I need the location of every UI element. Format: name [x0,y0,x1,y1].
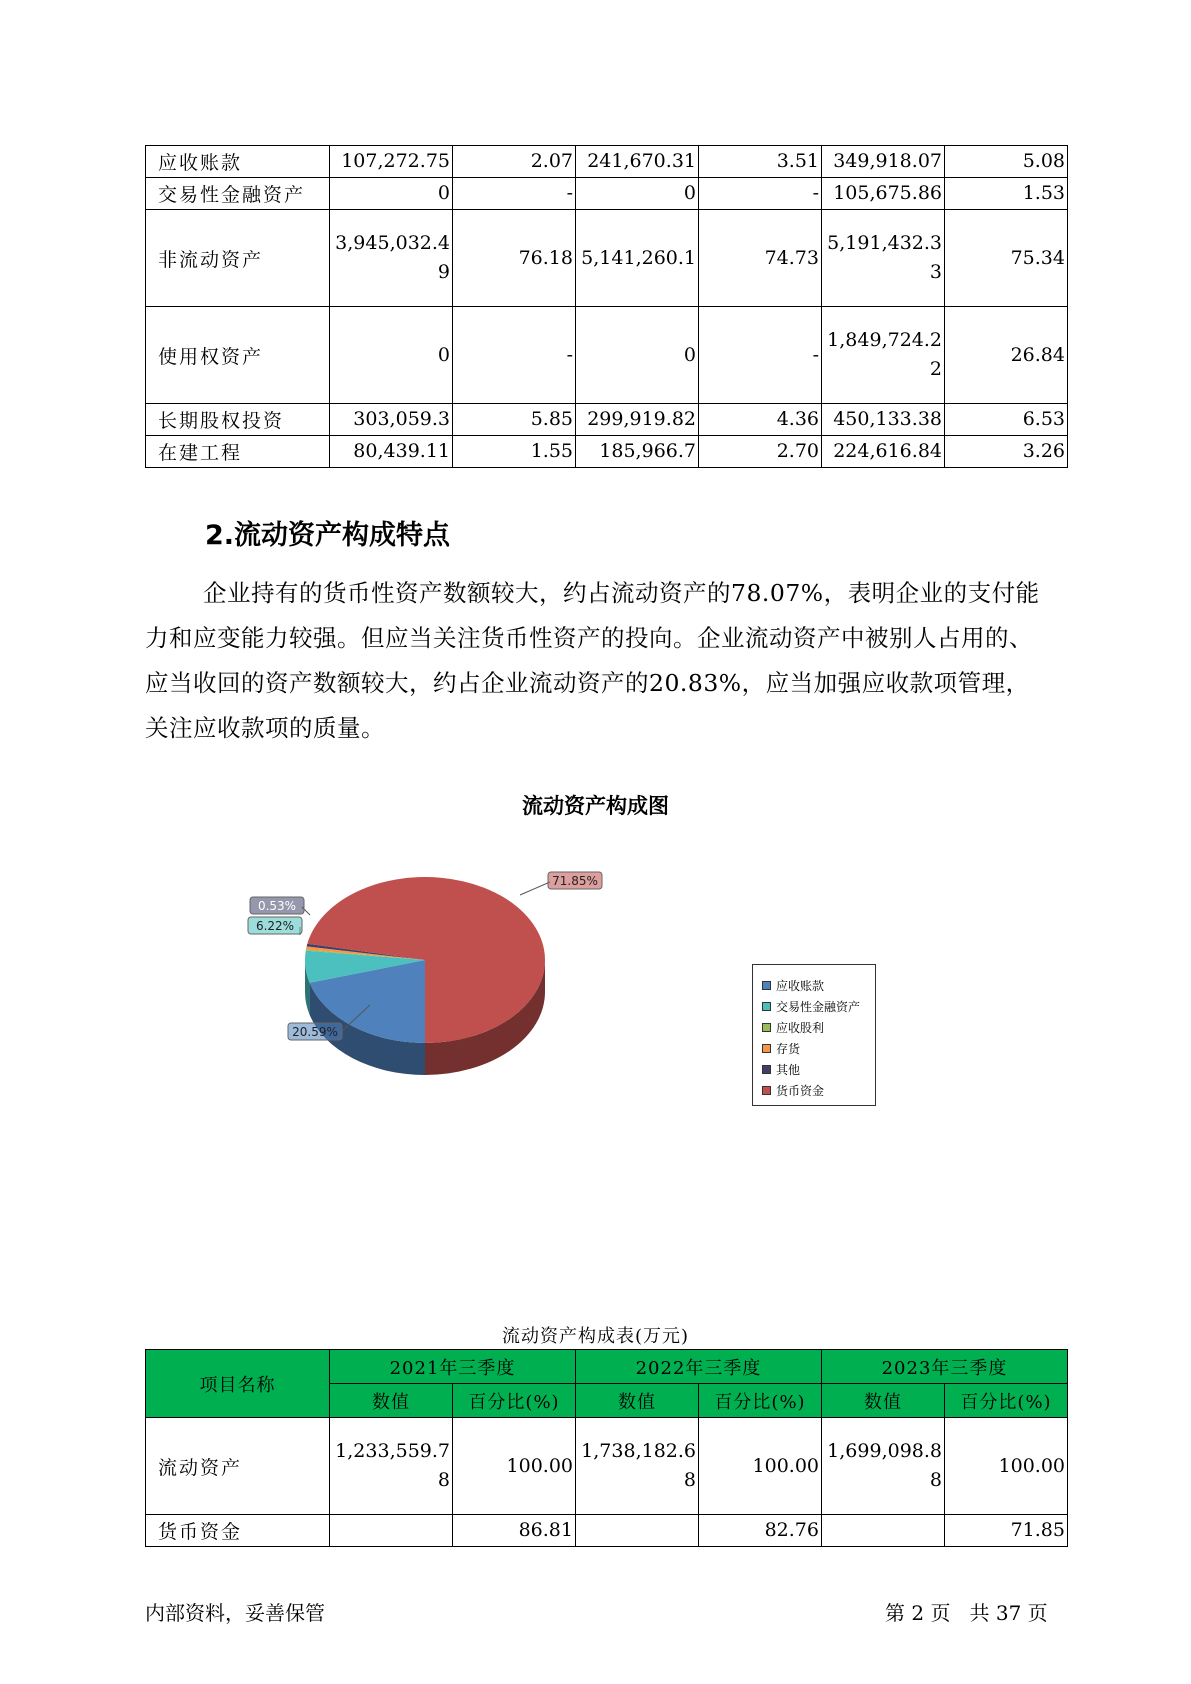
legend-label: 应收账款 [776,979,825,993]
table-cell: 5.08 [945,146,1068,178]
section-paragraph: 企业持有的货币性资产数额较大，约占流动资产的78.07%，表明企业的支付能力和应变能力较强。但应当关注货币性资产的投向。企业流动资产中被别人占用的、应当收回的资产数额较大，约占企业流动资产的20.83%，应当加强应收款项管理，关注应收款项的质量。 [145,579,1040,742]
table-cell: 0 [330,178,453,210]
table-cell: 5.85 [453,404,576,436]
table-cell: 100.00 [699,1418,822,1515]
table-cell: 2.70 [699,436,822,468]
legend-swatch [762,1044,771,1053]
header-value: 数值 [822,1384,945,1418]
data-label: 6.22% [255,919,295,933]
table-cell: - [699,307,822,404]
table-cell: 303,059.3 [330,404,453,436]
table-cell: 100.00 [453,1418,576,1515]
table-cell: - [453,307,576,404]
header-value: 数值 [576,1384,699,1418]
table-row [146,210,1068,307]
table-row [146,146,1068,178]
data-label: 0.53% [257,899,297,913]
legend-label: 货币资金 [776,1084,825,1098]
header-item-name: 项目名称 [146,1350,330,1418]
header-pct: 百分比(%) [945,1384,1068,1418]
table-cell [822,1515,945,1547]
legend-swatch [762,1023,771,1032]
chart-title: 流动资产构成图 [522,794,669,818]
table-cell: - [699,178,822,210]
table-cell: 241,670.31 [576,146,699,178]
row-label: 在建工程 [146,436,330,468]
header-value: 数值 [330,1384,453,1418]
row-label: 货币资金 [146,1515,330,1547]
legend-item [753,1017,875,1038]
table-cell: 4.36 [699,404,822,436]
header-year-2021: 2021年三季度 [330,1350,576,1384]
row-label: 长期股权投资 [146,404,330,436]
table-cell: 2.07 [453,146,576,178]
table-cell: 5,141,260.1 [576,210,699,307]
table-cell: 5,191,432.33 [822,210,945,307]
row-label: 应收账款 [146,146,330,178]
table-cell: 74.73 [699,210,822,307]
legend-label: 其他 [776,1063,801,1077]
table-cell: 299,919.82 [576,404,699,436]
legend-swatch [762,981,771,990]
table-cell: 0 [330,307,453,404]
legend-item [753,975,875,996]
row-label: 交易性金融资产 [146,178,330,210]
table-row [146,404,1068,436]
table-cell: 1,699,098.88 [822,1418,945,1515]
header-year-2022: 2022年三季度 [576,1350,822,1384]
table-cell: 3.26 [945,436,1068,468]
table-cell [576,1515,699,1547]
pie-chart [230,860,630,1100]
legend-label: 应收股利 [776,1021,825,1035]
table-cell: 185,966.7 [576,436,699,468]
header-year-2023: 2023年三季度 [822,1350,1068,1384]
legend-swatch [762,1002,771,1011]
table-cell: 349,918.07 [822,146,945,178]
table-cell: 1.53 [945,178,1068,210]
legend-label: 交易性金融资产 [776,1000,861,1014]
table-cell: 76.18 [453,210,576,307]
table-cell: 26.84 [945,307,1068,404]
table-row [146,1515,1068,1547]
table-cell: 1.55 [453,436,576,468]
table-cell: 3,945,032.49 [330,210,453,307]
chart-legend [752,964,876,1106]
table-cell: 6.53 [945,404,1068,436]
data-label: 20.59% [292,1025,338,1039]
legend-item [753,996,875,1017]
table-cell: 1,849,724.22 [822,307,945,404]
table-caption: 流动资产构成表(万元) [501,1326,690,1347]
table-cell: 3.51 [699,146,822,178]
legend-swatch [762,1086,771,1095]
row-label: 非流动资产 [146,210,330,307]
table-cell: 75.34 [945,210,1068,307]
balance-table [145,145,1068,468]
table-cell: 107,272.75 [330,146,453,178]
table-cell: 224,616.84 [822,436,945,468]
row-label: 流动资产 [146,1418,330,1515]
legend-swatch [762,1065,771,1074]
data-label: 71.85% [552,874,598,888]
table-cell: 450,133.38 [822,404,945,436]
current-assets-table [145,1349,1068,1547]
table-cell [330,1515,453,1547]
table-cell: 86.81 [453,1515,576,1547]
legend-item [753,1038,875,1059]
table-cell: 82.76 [699,1515,822,1547]
legend-label: 存货 [776,1042,801,1056]
table-row [146,1418,1068,1515]
table-cell: 0 [576,307,699,404]
table-cell: 1,738,182.68 [576,1418,699,1515]
header-pct: 百分比(%) [699,1384,822,1418]
table-cell: 0 [576,178,699,210]
legend-item [753,1059,875,1080]
label-leader [520,882,550,895]
legend-item [753,1080,875,1101]
table-row [146,307,1068,404]
table-row [146,178,1068,210]
footer-note: 内部资料，妥善保管 [145,1601,325,1625]
table-cell: - [453,178,576,210]
table-cell: 105,675.86 [822,178,945,210]
table-row [146,436,1068,468]
table-cell: 80,439.11 [330,436,453,468]
table-cell: 71.85 [945,1515,1068,1547]
page-number: 第 2 页 共 37 页 [885,1601,1048,1625]
section-heading: 2.流动资产构成特点 [205,520,451,551]
header-pct: 百分比(%) [453,1384,576,1418]
row-label: 使用权资产 [146,307,330,404]
table-cell: 100.00 [945,1418,1068,1515]
table-cell: 1,233,559.78 [330,1418,453,1515]
